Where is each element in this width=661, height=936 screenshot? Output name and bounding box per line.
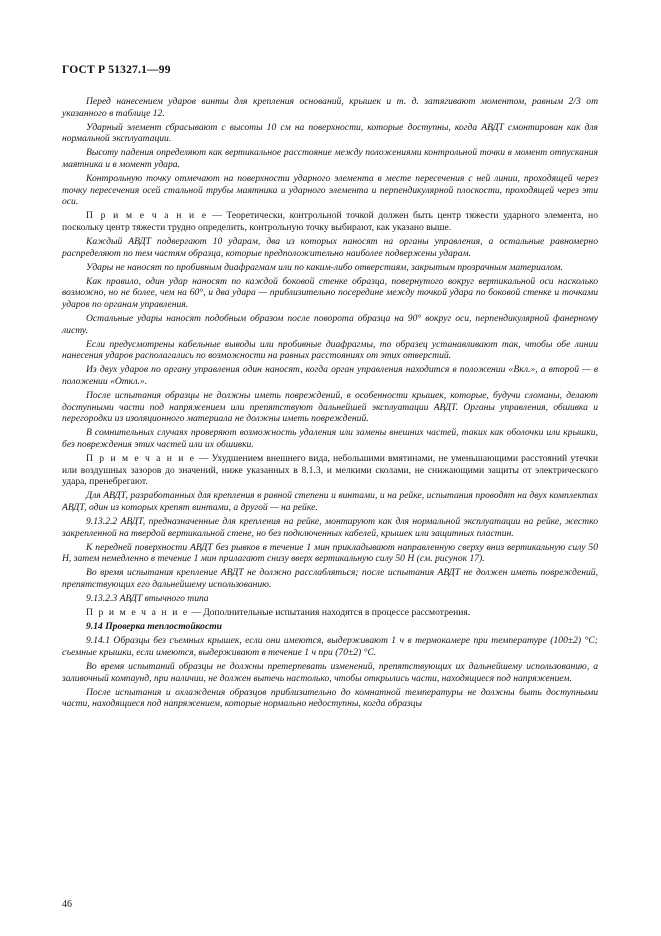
paragraph: Во время испытаний образцы не должны претерпевать изменений, препятствующих их дальнейшему использованию, а заливочный компаунд, при наличии, не должен вытечь настолько, чтобы открылись части, находящиеся под напряжением.	[62, 661, 598, 684]
paragraph: В сомнительных случаях проверяют возможность удаления или замены внешних частей, таких как оболочки или крышки, без повреждения этих частей или их обшивки.	[62, 427, 598, 451]
note-label: П р и м е ч а н и е	[86, 607, 189, 619]
document-body	[62, 96, 598, 713]
paragraph: Перед нанесением ударов винты для крепления оснований, крышек и т. д. затягивают моментом, равным 2/3 от указанного в таблице 12.	[62, 96, 598, 119]
note-text: — Теоретически, контрольной точкой должен быть центр тяжести ударного элемента, но поскольку центр тяжести трудно определить, контрольную точку выбирают, как указано выше.	[62, 210, 598, 233]
paragraph: Остальные удары наносят подобным образом после поворота образца на 90° вокруг оси, перпендикулярной фанерному листу.	[62, 313, 598, 336]
paragraph: Каждый АВДТ подвергают 10 ударам, два из которых наносят на органы управления, а остальные равномерно распределяют по тем частям образца, которые предположительно наиболее подвержены ударам.	[62, 236, 598, 259]
paragraph: К передней поверхности АВДТ без рывков в течение 1 мин прикладывают направленную сверху вниз вертикальную силу 50 Н, затем немедленно в течение 1 мин прилагают снизу вверх вертикальную силу 50 Н (см. рисунок 17).	[62, 541, 598, 565]
note-label: П р и м е ч а н и е	[86, 453, 196, 465]
note-text: — Ухудшением внешнего вида, небольшими вмятинами, не уменьшающими расстояний утечки или воздушных зазоров до значений, ниже указанных в 8.1.3, и мелкими сколами, не снижающими защиты от электрического удара, пренебрегают.	[62, 453, 598, 488]
paragraph: Ударный элемент сбрасывают с высоты 10 см на поверхности, которые доступны, когда АВДТ смонтирован как для нормальной эксплуатации.	[62, 121, 598, 145]
note-paragraph	[62, 607, 598, 619]
paragraph: Для АВДТ, разработанных для крепления в равной степени и винтами, и на рейке, испытания проводят на двух комплектах АВДТ, один из которых крепят винтами, а другой — на рейке.	[62, 490, 598, 513]
paragraph: Как правило, один удар наносят по каждой боковой стенке образца, повернутого вокруг вертикальной оси насколько возможно, но не более, чем на 60°, и два удара — приблизительно посередине между точкой удара по боковой стенке и точками ударов по органам управления.	[62, 275, 598, 310]
paragraph: Контрольную точку отмечают на поверхности ударного элемента в месте пересечения с ней линии, проходящей через точку пересечения осей стальной трубы маятника и ударного элемента и перпендикулярной плоскости, проходящей через эти оси.	[62, 173, 598, 208]
paragraph: Удары не наносят по пробивным диафрагмам или по каким-либо отверстиям, закрытым прозрачным материалом.	[86, 261, 563, 273]
paragraph: 9.14.1 Образцы без съемных крышек, если они имеются, выдерживают 1 ч в термокамере при температуре (100±2) °С; съемные крышки, если имеются, выдерживают в течение 1 ч при (70±2) °С.	[62, 635, 598, 659]
paragraph: Во время испытания крепление АВДТ не должно расслабляться; после испытания АВДТ не должен иметь повреждений, препятствующих его дальнейшему использованию.	[62, 567, 598, 591]
paragraph: 9.13.2.3 АВДТ втычного типа	[86, 593, 209, 605]
section-heading: 9.14 Проверка теплостойкости	[86, 621, 223, 633]
page-number: 46	[62, 899, 72, 910]
note-text: — Дополнительные испытания находятся в процессе рассмотрения.	[188, 607, 471, 619]
document-header: ГОСТ Р 51327.1—99	[62, 64, 171, 76]
paragraph: После испытания и охлаждения образцов приблизительно до комнатной температуры не должны быть доступными части, находящиеся под напряжением, которые нормально недоступны, когда образцы	[62, 686, 598, 710]
paragraph: Если предусмотрены кабельные выводы или пробивные диафрагмы, то образец устанавливают так, чтобы обе линии нанесения ударов располагались по возможности на равных расстояниях от этих отверстий.	[62, 338, 598, 362]
note-paragraph	[62, 210, 598, 233]
note-paragraph	[62, 453, 598, 488]
paragraph: После испытания образцы не должны иметь повреждений, в особенности крышек, которые, будучи сломаны, делают доступными части под напряжением или препятствуют дальнейшей эксплуатации АВДТ. Органы управления, обшивка и перегородки из изоляционного материала не должны иметь повреждений.	[62, 390, 598, 425]
paragraph: Высоту падения определяют как вертикальное расстояние между положениями контрольной точки в момент отпускания маятника и в момент удара.	[62, 147, 598, 170]
note-label: П р и м е ч а н и е	[86, 210, 208, 222]
paragraph: Из двух ударов по органу управления один наносят, когда орган управления находится в положении «Вкл.», а второй — в положении «Откл.».	[62, 364, 598, 388]
paragraph: 9.13.2.2 АВДТ, предназначенные для крепления на рейке, монтируют как для нормальной эксплуатации на рейке, жестко закрепленной на твердой вертикальной стене, но без подключенных кабелей, крышек или защитных пластин.	[62, 516, 598, 539]
